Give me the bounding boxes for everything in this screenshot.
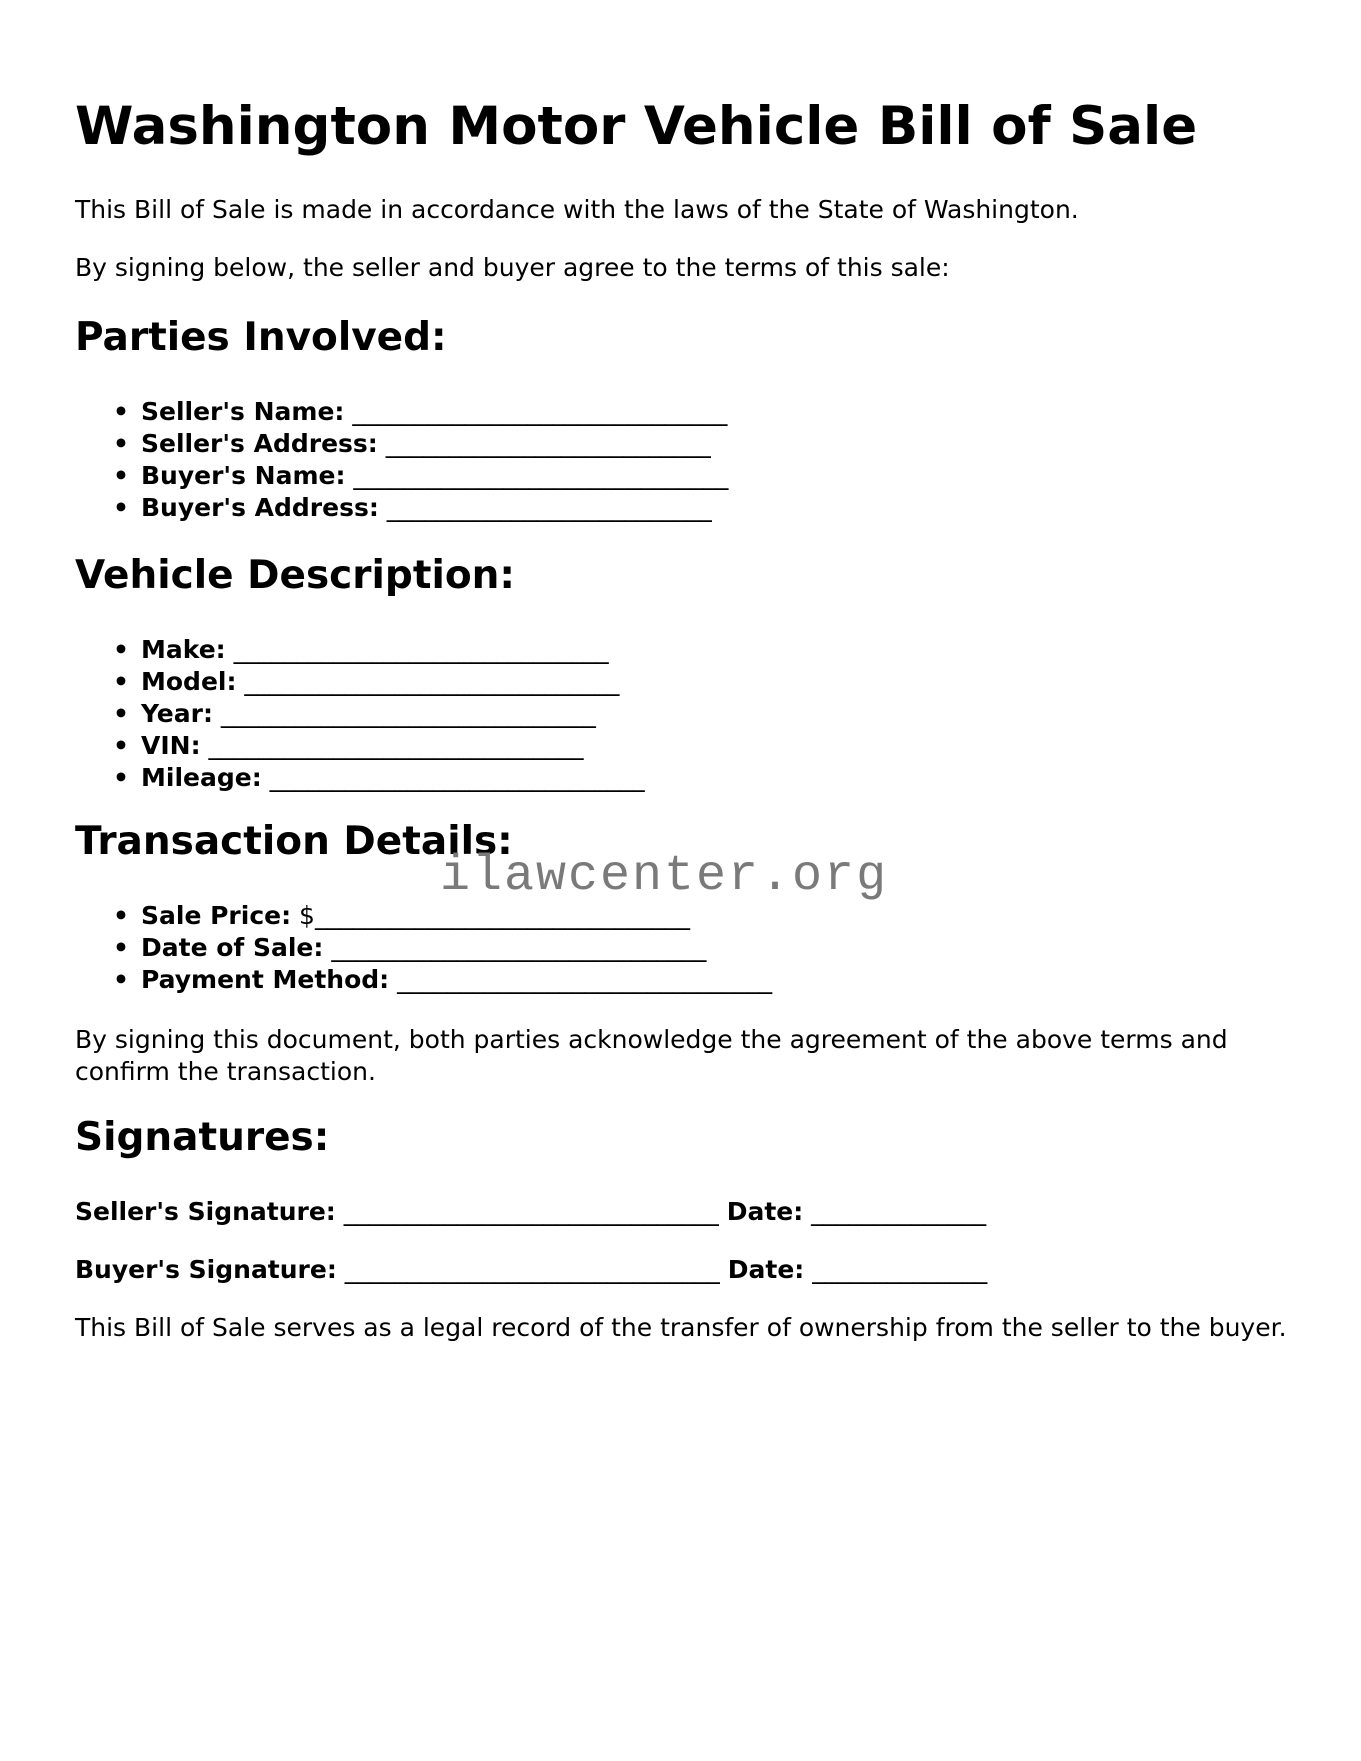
- list-item: [75, 762, 645, 794]
- list-item: [75, 396, 728, 428]
- list-item: [75, 428, 728, 460]
- bullet-icon: •: [113, 731, 129, 760]
- signatures-heading: Signatures:: [75, 1115, 330, 1160]
- field-blank[interactable]: ______________________________: [225, 635, 609, 664]
- seller-signature-label: Seller's Signature:: [75, 1197, 336, 1226]
- field-label: Buyer's Address:: [141, 493, 379, 522]
- field-label: Model:: [141, 667, 237, 696]
- list-item: [75, 666, 645, 698]
- vehicle-heading: Vehicle Description:: [75, 553, 515, 598]
- bullet-icon: •: [113, 635, 129, 664]
- field-label: Make:: [141, 635, 226, 664]
- bullet-icon: •: [113, 429, 129, 458]
- buyer-signature-blank[interactable]: ______________________________: [336, 1255, 728, 1284]
- buyer-date-label: Date:: [727, 1255, 805, 1284]
- field-label: Mileage:: [141, 763, 262, 792]
- intro-paragraph-1: This Bill of Sale is made in accordance with the laws of the State of Washington.: [75, 195, 1079, 224]
- transaction-list: [75, 900, 772, 996]
- intro-paragraph-2: By signing below, the seller and buyer agree to the terms of this sale:: [75, 253, 950, 282]
- buyer-signature-row: [75, 1254, 987, 1286]
- list-item: [75, 964, 772, 996]
- seller-date-blank[interactable]: ______________: [803, 1197, 987, 1226]
- field-label: Seller's Address:: [141, 429, 378, 458]
- field-label: VIN:: [141, 731, 201, 760]
- field-blank[interactable]: $______________________________: [291, 901, 690, 930]
- list-item: [75, 634, 645, 666]
- bullet-icon: •: [113, 933, 129, 962]
- list-item: [75, 932, 772, 964]
- bullet-icon: •: [113, 699, 129, 728]
- buyer-date-blank[interactable]: ______________: [804, 1255, 988, 1284]
- bullet-icon: •: [113, 763, 129, 792]
- seller-signature-row: [75, 1196, 986, 1228]
- field-blank[interactable]: ______________________________: [261, 763, 645, 792]
- list-item: [75, 698, 645, 730]
- field-blank[interactable]: ______________________________: [323, 933, 707, 962]
- closing-paragraph: This Bill of Sale serves as a legal record of the transfer of ownership from the seller to the buyer.: [75, 1313, 1287, 1342]
- field-blank[interactable]: ______________________________: [389, 965, 773, 994]
- field-label: Year:: [141, 699, 213, 728]
- field-label: Seller's Name:: [141, 397, 345, 426]
- field-label: Buyer's Name:: [141, 461, 346, 490]
- list-item: [75, 460, 728, 492]
- page-title: Washington Motor Vehicle Bill of Sale: [75, 96, 1198, 157]
- bullet-icon: •: [113, 397, 129, 426]
- watermark: ilawcenter.org: [440, 848, 889, 905]
- field-blank[interactable]: ______________________________: [212, 699, 596, 728]
- transaction-heading: Transaction Details:: [75, 819, 513, 864]
- field-blank[interactable]: __________________________: [377, 429, 711, 458]
- bullet-icon: •: [113, 493, 129, 522]
- list-item: [75, 730, 645, 762]
- bullet-icon: •: [113, 667, 129, 696]
- parties-list: [75, 396, 728, 524]
- field-label: Date of Sale:: [141, 933, 324, 962]
- vehicle-list: [75, 634, 645, 794]
- parties-heading: Parties Involved:: [75, 315, 447, 360]
- acknowledgement-paragraph: By signing this document, both parties acknowledge the agreement of the above terms and confirm the transaction.: [75, 1025, 1228, 1086]
- field-blank[interactable]: ______________________________: [344, 397, 728, 426]
- field-label: Sale Price:: [141, 901, 292, 930]
- seller-signature-blank[interactable]: ______________________________: [335, 1197, 727, 1226]
- buyer-signature-label: Buyer's Signature:: [75, 1255, 337, 1284]
- list-item: [75, 492, 728, 524]
- field-label: Payment Method:: [141, 965, 390, 994]
- field-blank[interactable]: ______________________________: [200, 731, 584, 760]
- bullet-icon: •: [113, 461, 129, 490]
- seller-date-label: Date:: [726, 1197, 804, 1226]
- field-blank[interactable]: ______________________________: [236, 667, 620, 696]
- field-blank[interactable]: ______________________________: [345, 461, 729, 490]
- bullet-icon: •: [113, 965, 129, 994]
- bullet-icon: •: [113, 901, 129, 930]
- field-blank[interactable]: __________________________: [378, 493, 712, 522]
